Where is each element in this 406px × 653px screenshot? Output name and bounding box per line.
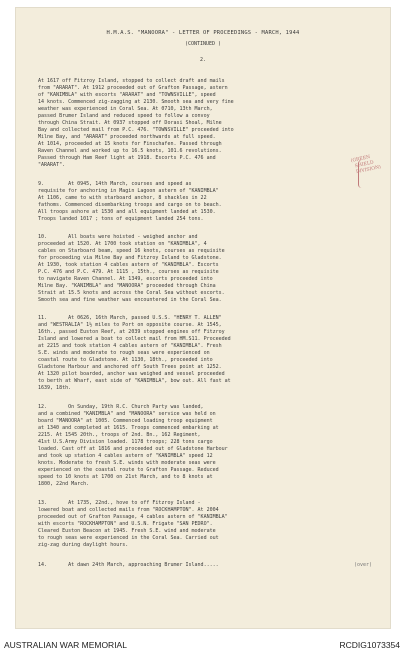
text-line: from "ARARAT". At 1912 proceeded out of Grafton Passage, astern xyxy=(38,85,228,91)
text-line: Raven Channel and worked up to 16.5 knots, 101.6 revolutions. xyxy=(38,148,222,154)
text-line: with escorts "ROCKHAMPTON" and U.S.N. Frigate "SAN PEDRO". xyxy=(38,521,213,527)
text-line: zig-zag during daylight hours. xyxy=(38,542,129,548)
text-line: Troops landed 1017 ; tons of equipment landed 254 tons. xyxy=(38,216,204,222)
text-line: at 1340 and completed at 1615. Troops commenced embarking at xyxy=(38,425,219,431)
text-line: to rough seas were experienced in the Coral Sea. Carried out xyxy=(38,535,219,541)
paragraph-14: 14. At dawn 24th March, approaching Brumer Island..... xyxy=(38,562,219,568)
text-line: proceeded at 1520. At 1700 took station on "KANIMBLA", 4 xyxy=(38,241,207,247)
text-line: and a combined "KANIMBLA" and "MANOORA" service was held on xyxy=(38,411,216,417)
text-line: Island and lowered a boat to collect mail from HM.S11. Proceeded xyxy=(38,336,231,342)
text-line: 10. All boats were hoisted - weighed anchor and xyxy=(38,234,198,240)
text-line: cables on Starboard beam, speed 16 knots, courses as requisite xyxy=(38,248,225,254)
text-line: passed Brumer Island and reduced speed to follow a convoy xyxy=(38,113,210,119)
text-line: Strait at 15.5 knots and across the Coral Sea without escorts. xyxy=(38,290,225,296)
continued-label: (CONTINUED ) xyxy=(184,41,222,47)
text-line: fathoms. Commenced disembarking troops and cargo on to beach. xyxy=(38,202,222,208)
text-line: knots. Moderate to fresh S.E. winds with moderate seas were xyxy=(38,460,216,466)
text-line: weather was experienced in Coral Sea. At 0710, 13th March, xyxy=(38,106,213,112)
text-line: board "MANOORA" at 1005. Commenced loading troop equipment xyxy=(38,418,213,424)
footer-record-id: RCDIG1073354 xyxy=(339,640,400,650)
text-line: 41st U.S.Army Division loaded. 1178 troops; 228 tons cargo xyxy=(38,439,213,445)
text-line: 16th., passed Euston Reef, at 2039 stopped engines off Fitzroy xyxy=(38,329,225,335)
document-header: H.M.A.S. "MANOORA" - LETTER OF PROCEEDINGS - MARCH, 1944 xyxy=(106,30,300,36)
text-line: Milne Bay, and "ARARAT" proceeded northwards at full speed. xyxy=(38,134,216,140)
text-line: All troops ashore at 1530 and all equipment landed at 1530. xyxy=(38,209,216,215)
text-line: Bay and collected mail from P.C. 476. "TOWNSVILLE" proceeded into xyxy=(38,127,234,133)
text-line: to berth at Wharf, east side of "KANIMBLA", bow out. All fast at xyxy=(38,378,231,384)
text-line: Gladstone Harbour and anchored off South Trees point at 1252. xyxy=(38,364,222,370)
text-line: 1800, 22nd March. xyxy=(38,481,90,487)
document-page xyxy=(16,8,390,628)
continuation-mark: (over) xyxy=(354,562,373,568)
text-line: "ARARAT". xyxy=(38,162,66,168)
text-line: S.E. winds and moderate to rough seas were experienced on xyxy=(38,350,210,356)
text-line: at 2215 and took station 4 cables astern of "KANIMBLA". Fresh xyxy=(38,343,222,349)
text-line: 12. On Sunday, 19th R.C. Church Party was landed, xyxy=(38,404,204,410)
text-line: lowered boat and collected mails from "ROCKHAMPTON". At 2004 xyxy=(38,507,219,513)
text-line: At 1014, proceeded at 15 knots for Finschafen. Passed through xyxy=(38,141,222,147)
text-line: 14 knots. Commenced zig-zagging at 2130. Smooth sea and very fine xyxy=(38,99,234,105)
text-line: proceeded out of Grafton Passage, 4 cables astern of "KANIMBLA" xyxy=(38,514,228,520)
text-line: P.C. 476 and P.C. 479. At 1115 , 15th., courses as requisite xyxy=(38,269,219,275)
text-line: and took up station 4 cables astern of "KANIMBLA" speed 12 xyxy=(38,453,213,459)
text-line: coastal route to Gladstone. At 1130, 18th., proceeded into xyxy=(38,357,213,363)
text-line: Smooth sea and fine weather was encountered in the Coral Sea. xyxy=(38,297,222,303)
text-line: At 1930, took station 4 cables astern of "KANIMBLA". Escorts xyxy=(38,262,219,268)
text-line: Passed through Ham Reef light at 1918. Escorts P.C. 476 and xyxy=(38,155,216,161)
text-line: Milne Bay. "KANIMBLA" and "MANOORA" proceeded through China xyxy=(38,283,216,289)
margin-annotation: (GREEN SHIELD DIVISION) xyxy=(350,155,382,176)
text-line: through China Strait. At 0937 stopped off Dorasi Shoal, Milne xyxy=(38,120,222,126)
text-line: At 1617 off Fitzroy Island, stopped to collect draft and mails xyxy=(38,78,225,84)
text-line: 2215. At 1545 20th., troops of 2nd. Bn., 162 Regiment, xyxy=(38,432,201,438)
footer-source: AUSTRALIAN WAR MEMORIAL xyxy=(4,640,127,650)
text-line: and "WESTRALIA" 1½ miles to Port on opposite course. At 1545, xyxy=(38,322,222,328)
text-line: of "KANIMBLA" with escorts "ARARAT" and "TOWNSVILLE", speed xyxy=(38,92,216,98)
text-line: 9. At 0945, 14th March, courses and speed as xyxy=(38,181,192,187)
page-number: 2. xyxy=(199,57,207,63)
text-line: 13. At 1735, 22nd., hove to off Fitzroy Island - xyxy=(38,500,201,506)
text-line: for proceeding via Milne Bay and Fitzroy Island to Gladstone. xyxy=(38,255,222,261)
text-line: requisite for anchoring in Magin Lagoon astern of "KANIMBLA" xyxy=(38,188,219,194)
text-line: 11. At 0626, 16th March, passed U.S.S. "HENRY T. ALLEN" xyxy=(38,315,222,321)
text-line: At 1320 pilot boarded, anchor was weighed and vessel proceeded xyxy=(38,371,225,377)
text-line: experienced on the coastal route to Grafton Passage. Reduced xyxy=(38,467,219,473)
text-line: speed to 10 knots at 1700 on 21st March, and to 8 knots at xyxy=(38,474,213,480)
text-line: 1639, 18th. xyxy=(38,385,72,391)
text-line: Cleared Euston Beacon at 1945. Fresh S.E. wind and moderate xyxy=(38,528,216,534)
text-line: to navigate Raven Channel. At 1349, escorts proceeded into xyxy=(38,276,213,282)
footer-bar xyxy=(0,636,406,653)
text-line: At 1106, came to with starboard anchor, 8 shackles in 22 xyxy=(38,195,207,201)
text-line: loaded. Cast off at 1816 and proceeded out of Gladstone Harbour xyxy=(38,446,228,452)
